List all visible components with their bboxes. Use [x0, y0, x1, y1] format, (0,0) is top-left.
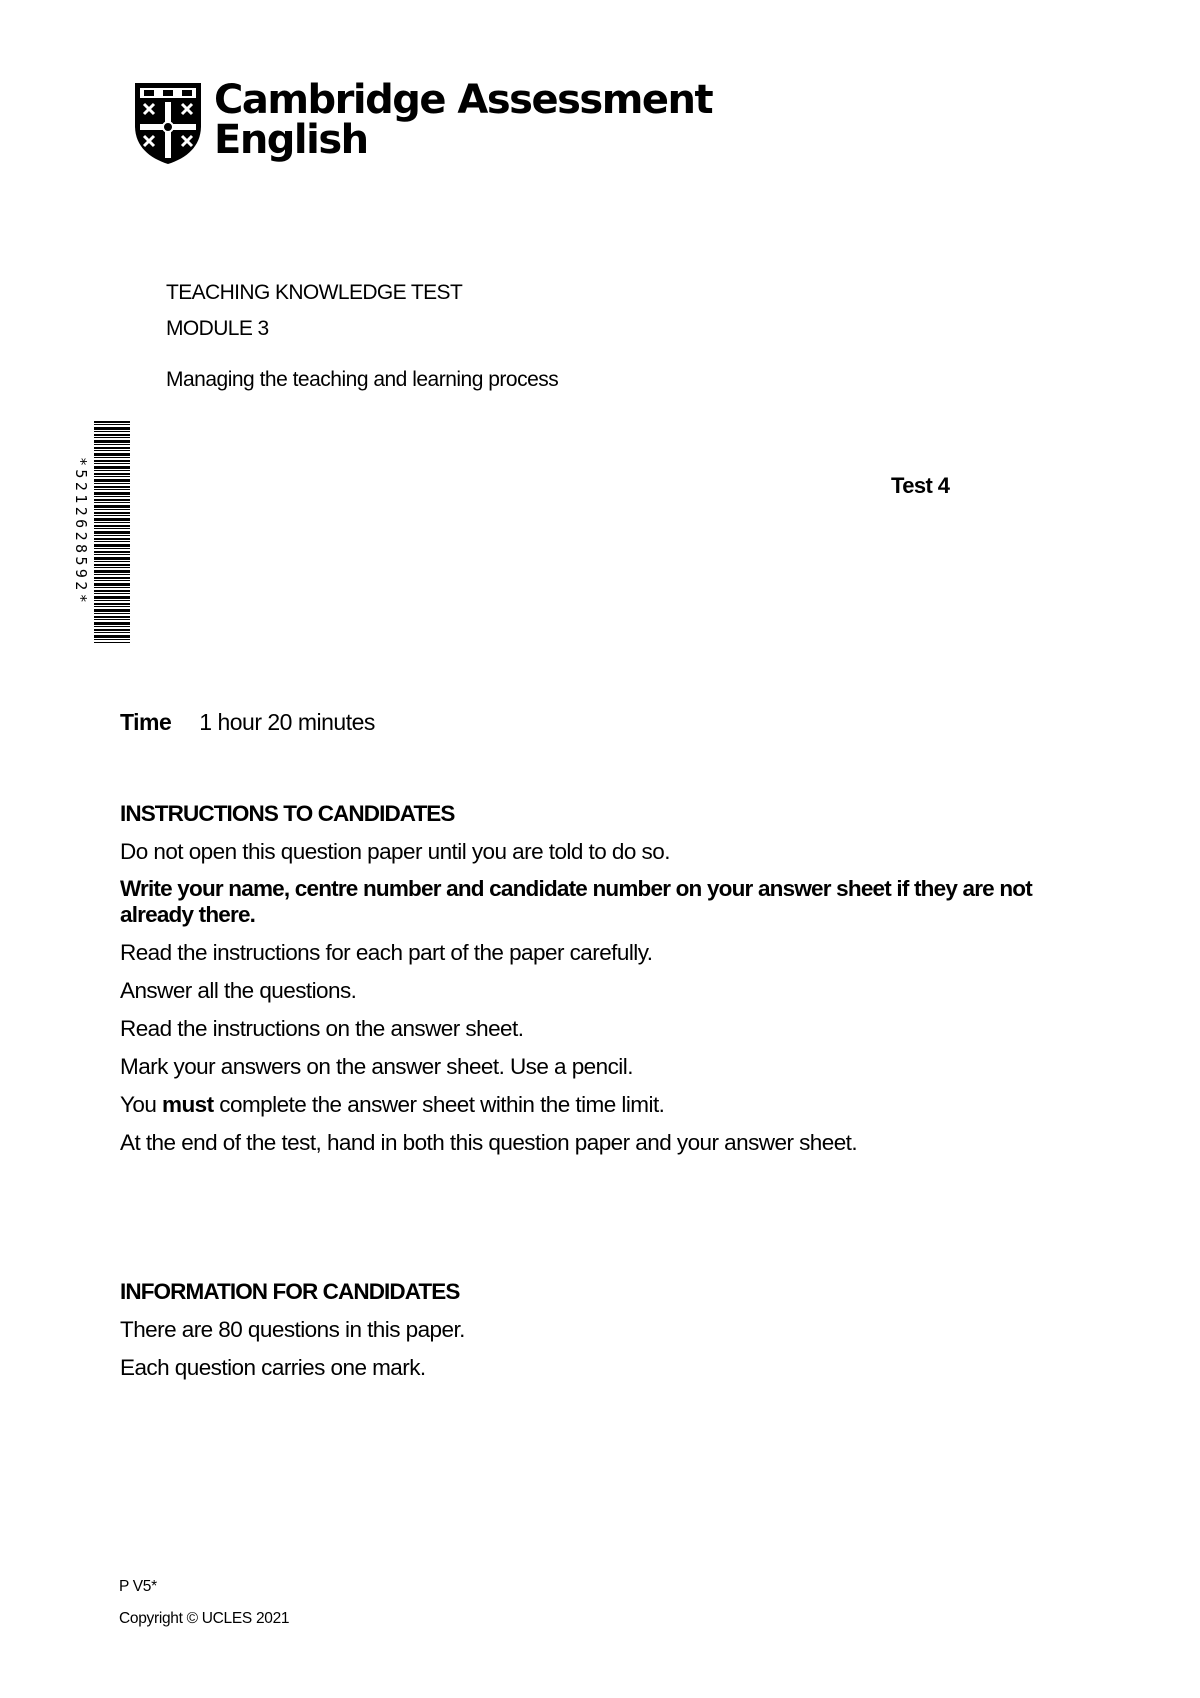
- instruction-line: Answer all the questions.: [120, 978, 357, 1003]
- instruction-line: Read the instructions on the answer sheet.: [120, 1016, 524, 1041]
- instruction-text: complete the answer sheet within the time limit.: [213, 1092, 665, 1117]
- module-title: MODULE 3: [166, 317, 269, 340]
- time-value: 1 hour 20 minutes: [199, 709, 375, 735]
- information-heading: INFORMATION FOR CANDIDATES: [120, 1279, 460, 1304]
- instruction-line-bold: Write your name, centre number and candidate number on your answer sheet if they are not already there.: [120, 876, 1032, 927]
- crest-icon: [132, 80, 204, 166]
- footer-copyright: Copyright © UCLES 2021: [119, 1610, 290, 1627]
- test-number-label: Test 4: [891, 473, 950, 498]
- information-line: Each question carries one mark.: [120, 1355, 426, 1380]
- information-line: There are 80 questions in this paper.: [120, 1317, 465, 1342]
- cambridge-logo: [132, 77, 713, 172]
- barcode: [70, 421, 130, 643]
- time-row: [120, 709, 375, 736]
- footer-code: P V5*: [119, 1578, 157, 1595]
- instruction-line: At the end of the test, hand in both this question paper and your answer sheet.: [120, 1130, 858, 1155]
- instruction-line: Do not open this question paper until you are told to do so.: [120, 839, 670, 864]
- barcode-bars: [94, 421, 130, 643]
- time-label: Time: [120, 709, 172, 735]
- logo-text-line1: Cambridge Assessment: [214, 77, 713, 123]
- module-subtitle: Managing the teaching and learning process: [166, 368, 559, 391]
- instruction-emphasis: must: [162, 1092, 214, 1117]
- logo-text-line2: English: [214, 117, 368, 163]
- test-title: TEACHING KNOWLEDGE TEST: [166, 281, 463, 304]
- instruction-line: Read the instructions for each part of the paper carefully.: [120, 940, 653, 965]
- barcode-digits: *5212628592*: [72, 457, 90, 607]
- instruction-text: You: [120, 1092, 163, 1117]
- instruction-line: [120, 1092, 664, 1118]
- instruction-line: Mark your answers on the answer sheet. Use a pencil.: [120, 1054, 633, 1079]
- instructions-heading: INSTRUCTIONS TO CANDIDATES: [120, 801, 455, 826]
